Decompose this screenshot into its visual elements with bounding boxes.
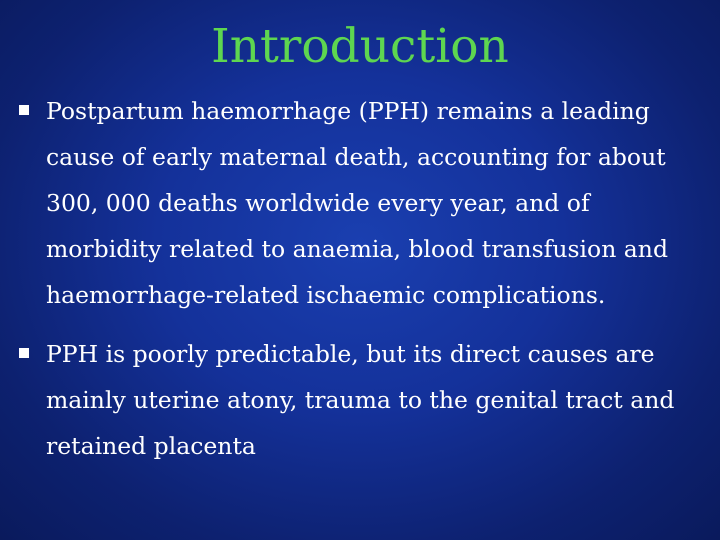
square-bullet-icon — [19, 348, 29, 358]
bullet-text: Postpartum haemorrhage (PPH) remains a leading cause of early maternal death, accounting for about 300, 000 deaths worldwide every year, and of morbidity related to anaemia, blood transfusion and haemorrhage-related ischaemic complications. — [46, 97, 668, 309]
square-bullet-icon — [19, 105, 29, 115]
bullet-text: PPH is poorly predictable, but its direct causes are mainly uterine atony, trauma to the genital tract and retained placenta — [46, 340, 675, 460]
bullet-item — [0, 88, 720, 318]
slide-title: Introduction — [211, 19, 509, 74]
bullet-item — [0, 331, 720, 469]
bullet-list — [0, 88, 720, 469]
